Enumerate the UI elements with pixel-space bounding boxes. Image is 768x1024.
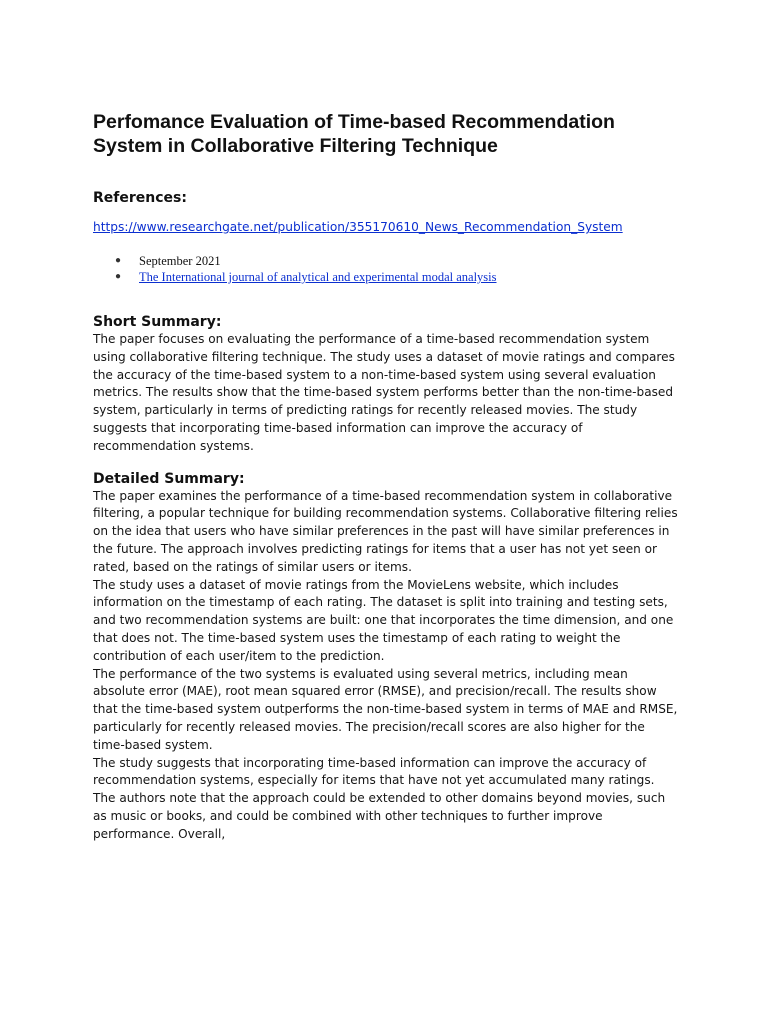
reference-date-item	[115, 253, 679, 269]
short-summary-paragraph: The paper focuses on evaluating the performance of a time-based recommendation system using collaborative filtering technique. The study uses a dataset of movie ratings and compares the accuracy of the time-based system to a non-time-based system using several evaluation metrics. The results show that the time-based system performs better than the non-time-based system, particularly in terms of predicting ratings for recently released movies. The study suggests that incorporating time-based information can improve the accuracy of recommendation systems.	[93, 332, 675, 453]
bullet-icon: ●	[115, 271, 122, 282]
detailed-paragraph-1: The paper examines the performance of a time-based recommendation system in collaborative filtering, a popular technique for building recommendation systems. Collaborative filtering relies on the idea that users who have similar preferences in the past will have similar preferences in the future. The approach involves predicting ratings for items that a user has not yet seen or rated, based on the ratings of similar users or items.	[93, 488, 678, 574]
references-heading: References:	[93, 190, 187, 206]
reference-list	[93, 253, 679, 285]
detailed-paragraph-2: The study uses a dataset of movie ratings from the MovieLens website, which includes information on the timestamp of each rating. The dataset is split into training and testing sets, and two recommendation systems are built: one that incorporates the time dimension, and one that does not. The time-based system uses the timestamp of each rating to weight the contribution of each user/item to the prediction.	[93, 577, 674, 663]
detailed-paragraph-3: The performance of the two systems is evaluated using several metrics, including mean absolute error (MAE), root mean squared error (RMSE), and precision/recall. The results show that the time-based system outperforms the non-time-based system in terms of MAE and RMSE, particularly for recently released movies. The precision/recall scores are also higher for the time-based system.	[93, 666, 678, 752]
reference-date-text: September 2021	[139, 254, 221, 268]
document-title: Perfomance Evaluation of Time-based Recommendation System in Collaborative Filtering Technique	[93, 111, 615, 157]
reference-journal-item[interactable]	[115, 269, 679, 285]
reference-url-link[interactable]: https://www.researchgate.net/publication/355170610_News_Recommendation_System	[93, 220, 623, 234]
detailed-paragraph-4: The study suggests that incorporating time-based information can improve the accuracy of recommendation systems, especially for items that have not yet accumulated many ratings. The authors note that the approach could be extended to other domains beyond movies, such as music or books, and could be combined with other techniques to further improve performance. Overall,	[93, 755, 666, 841]
bullet-icon: ●	[115, 255, 122, 266]
journal-link[interactable]: The International journal of analytical and experimental modal analysis	[139, 270, 497, 284]
document-page	[93, 110, 679, 844]
detailed-summary-heading: Detailed Summary:	[93, 470, 245, 487]
short-summary-heading: Short Summary:	[93, 314, 222, 330]
